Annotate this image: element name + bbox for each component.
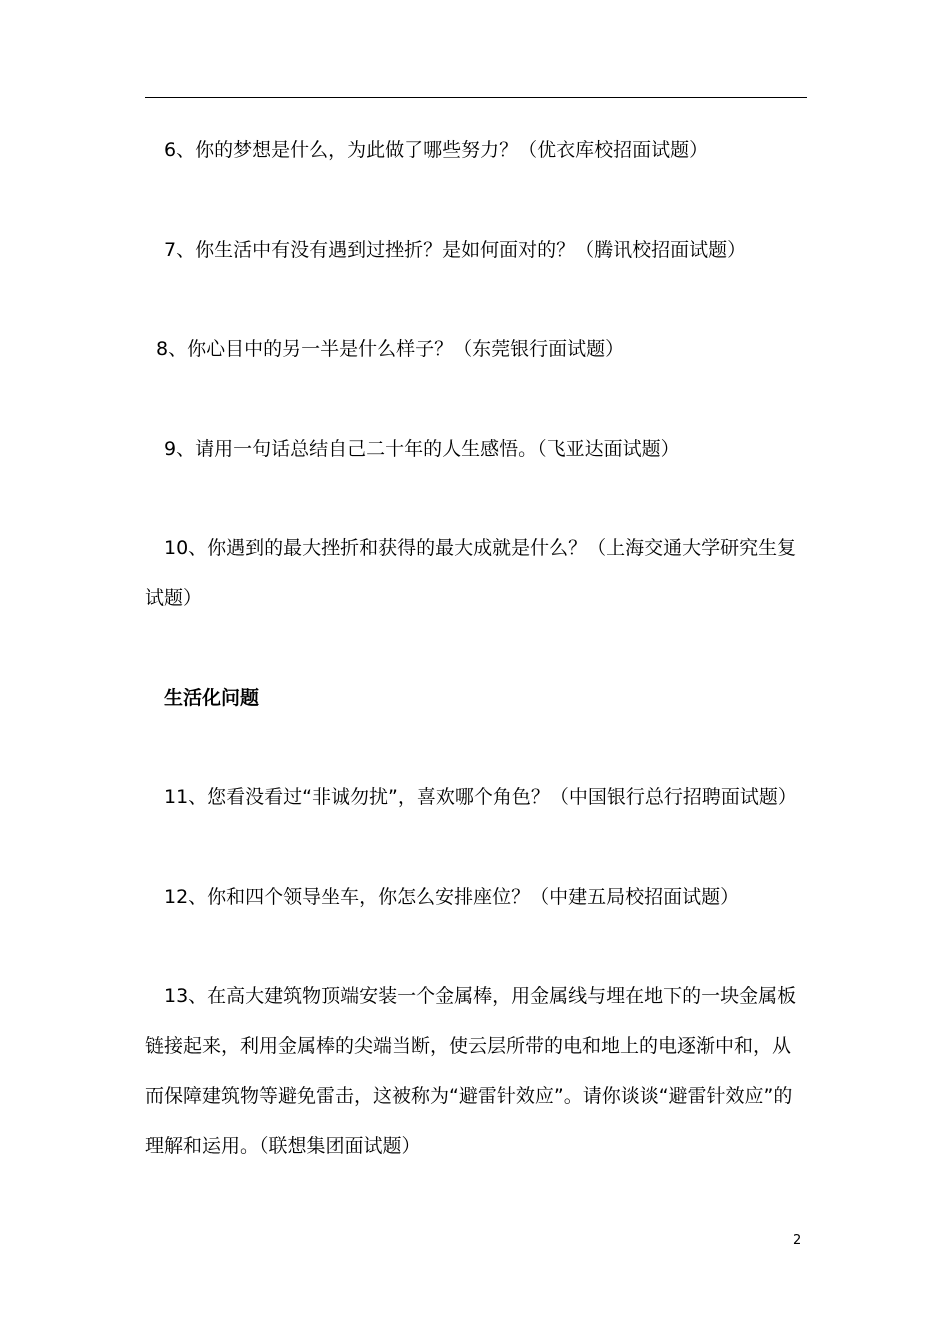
question-6: 6、你的梦想是什么，为此做了哪些努力？（优衣库校招面试题） (164, 139, 709, 161)
header-rule (145, 97, 807, 98)
question-11: 11、您看没看过“非诚勿扰”，喜欢哪个角色？（中国银行总行招聘面试题） (164, 786, 797, 808)
question-9: 9、请用一句话总结自己二十年的人生感悟。（飞亚达面试题） (164, 438, 680, 460)
question-10: 10、你遇到的最大挫折和获得的最大成就是什么？（上海交通大学研究生复试题） (145, 537, 797, 609)
question-8: 8、你心目中的另一半是什么样子？（东莞银行面试题） (156, 338, 625, 360)
question-13: 13、在高大建筑物顶端安装一个金属棒，用金属线与埋在地下的一块金属板链接起来，利用金属棒的尖端当断，使云层所带的电和地上的电逐渐中和，从而保障建筑物等避免雷击，这被称为“避雷针效应”。请你谈谈“避雷针效应”的理解和运用。（联想集团面试题） (145, 985, 797, 1157)
question-7: 7、你生活中有没有遇到过挫折？是如何面对的？（腾讯校招面试题） (164, 239, 747, 261)
page-number: 2 (793, 1233, 802, 1248)
question-12: 12、你和四个领导坐车，你怎么安排座位？（中建五局校招面试题） (164, 886, 740, 908)
section-heading: 生活化问题 (164, 687, 260, 709)
